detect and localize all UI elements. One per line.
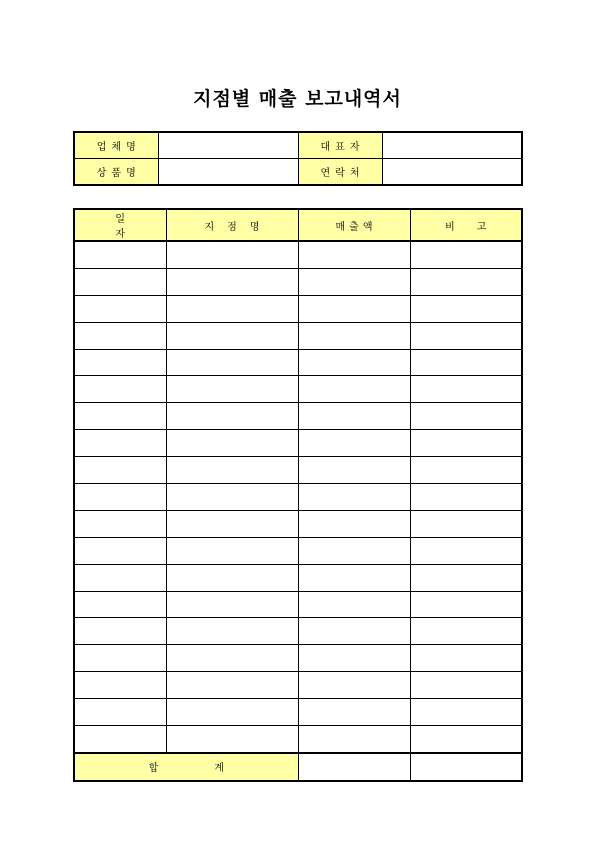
table-row: [74, 645, 522, 672]
branch-cell[interactable]: [166, 241, 298, 268]
company-label: 업체명: [74, 132, 158, 159]
table-row: [74, 349, 522, 376]
remarks-cell[interactable]: [410, 376, 522, 403]
table-row: [74, 295, 522, 322]
header-sales: 매출액: [298, 209, 410, 241]
branch-cell[interactable]: [166, 672, 298, 699]
branch-cell[interactable]: [166, 403, 298, 430]
branch-cell[interactable]: [166, 457, 298, 484]
sales-cell[interactable]: [298, 564, 410, 591]
branch-cell[interactable]: [166, 699, 298, 726]
date-cell[interactable]: [74, 726, 166, 753]
remarks-cell[interactable]: [410, 699, 522, 726]
product-label: 상품명: [74, 159, 158, 186]
date-cell[interactable]: [74, 645, 166, 672]
date-cell[interactable]: [74, 564, 166, 591]
info-table: [73, 131, 523, 186]
document-title: 지점별 매출 보고내역서: [193, 88, 402, 110]
table-row: [74, 726, 522, 753]
date-cell[interactable]: [74, 510, 166, 537]
total-label: 합계: [74, 753, 298, 781]
sales-cell[interactable]: [298, 349, 410, 376]
remarks-cell[interactable]: [410, 645, 522, 672]
date-cell[interactable]: [74, 484, 166, 511]
remarks-cell[interactable]: [410, 295, 522, 322]
branch-cell[interactable]: [166, 618, 298, 645]
date-cell[interactable]: [74, 537, 166, 564]
total-row: [74, 753, 522, 781]
branch-cell[interactable]: [166, 322, 298, 349]
branch-cell[interactable]: [166, 268, 298, 295]
table-row: [74, 241, 522, 268]
remarks-cell[interactable]: [410, 349, 522, 376]
branch-cell[interactable]: [166, 726, 298, 753]
table-row: [74, 457, 522, 484]
header-row: [74, 209, 522, 241]
remarks-cell[interactable]: [410, 322, 522, 349]
total-sales-cell[interactable]: [298, 753, 410, 781]
date-cell[interactable]: [74, 403, 166, 430]
date-cell[interactable]: [74, 699, 166, 726]
representative-label: 대표자: [298, 132, 382, 159]
remarks-cell[interactable]: [410, 591, 522, 618]
remarks-cell[interactable]: [410, 403, 522, 430]
table-row: [74, 618, 522, 645]
remarks-cell[interactable]: [410, 457, 522, 484]
remarks-cell[interactable]: [410, 672, 522, 699]
product-field[interactable]: [158, 159, 298, 186]
sales-cell[interactable]: [298, 457, 410, 484]
sales-cell[interactable]: [298, 322, 410, 349]
branch-cell[interactable]: [166, 510, 298, 537]
sales-cell[interactable]: [298, 403, 410, 430]
remarks-cell[interactable]: [410, 241, 522, 268]
table-row: [74, 672, 522, 699]
date-cell[interactable]: [74, 430, 166, 457]
sales-cell[interactable]: [298, 672, 410, 699]
branch-cell[interactable]: [166, 376, 298, 403]
remarks-cell[interactable]: [410, 510, 522, 537]
header-date: 일자: [74, 209, 166, 241]
branch-cell[interactable]: [166, 349, 298, 376]
date-cell[interactable]: [74, 376, 166, 403]
remarks-cell[interactable]: [410, 484, 522, 511]
header-remarks: 비고: [410, 209, 522, 241]
branch-cell[interactable]: [166, 645, 298, 672]
table-row: [74, 564, 522, 591]
table-row: [74, 510, 522, 537]
remarks-cell[interactable]: [410, 726, 522, 753]
table-row: [74, 403, 522, 430]
date-cell[interactable]: [74, 618, 166, 645]
table-row: [74, 268, 522, 295]
table-row: [74, 537, 522, 564]
sales-cell[interactable]: [298, 537, 410, 564]
contact-field[interactable]: [382, 159, 522, 186]
sales-cell[interactable]: [298, 295, 410, 322]
branch-cell[interactable]: [166, 591, 298, 618]
date-cell[interactable]: [74, 322, 166, 349]
remarks-cell[interactable]: [410, 564, 522, 591]
sales-cell[interactable]: [298, 618, 410, 645]
sales-cell[interactable]: [298, 376, 410, 403]
sales-cell[interactable]: [298, 484, 410, 511]
total-remarks-cell[interactable]: [410, 753, 522, 781]
table-row: [74, 699, 522, 726]
sales-cell[interactable]: [298, 241, 410, 268]
remarks-cell[interactable]: [410, 268, 522, 295]
sales-cell[interactable]: [298, 268, 410, 295]
date-cell[interactable]: [74, 349, 166, 376]
table-row: [74, 376, 522, 403]
branch-cell[interactable]: [166, 564, 298, 591]
branch-cell[interactable]: [166, 295, 298, 322]
branch-cell[interactable]: [166, 484, 298, 511]
table-row: [74, 430, 522, 457]
sales-cell[interactable]: [298, 430, 410, 457]
date-cell[interactable]: [74, 591, 166, 618]
sales-cell[interactable]: [298, 726, 410, 753]
header-branch: 지점명: [166, 209, 298, 241]
branch-cell[interactable]: [166, 537, 298, 564]
date-cell[interactable]: [74, 672, 166, 699]
sales-cell[interactable]: [298, 591, 410, 618]
sales-cell[interactable]: [298, 699, 410, 726]
table-row: [74, 484, 522, 511]
branch-cell[interactable]: [166, 430, 298, 457]
company-field[interactable]: [158, 132, 298, 159]
representative-field[interactable]: [382, 132, 522, 159]
remarks-cell[interactable]: [410, 537, 522, 564]
table-row: [74, 591, 522, 618]
table-row: [74, 322, 522, 349]
remarks-cell[interactable]: [410, 618, 522, 645]
remarks-cell[interactable]: [410, 430, 522, 457]
contact-label: 연락처: [298, 159, 382, 186]
date-cell[interactable]: [74, 268, 166, 295]
sales-table: [73, 208, 523, 782]
date-cell[interactable]: [74, 457, 166, 484]
date-cell[interactable]: [74, 241, 166, 268]
sales-cell[interactable]: [298, 645, 410, 672]
date-cell[interactable]: [74, 295, 166, 322]
sales-cell[interactable]: [298, 510, 410, 537]
